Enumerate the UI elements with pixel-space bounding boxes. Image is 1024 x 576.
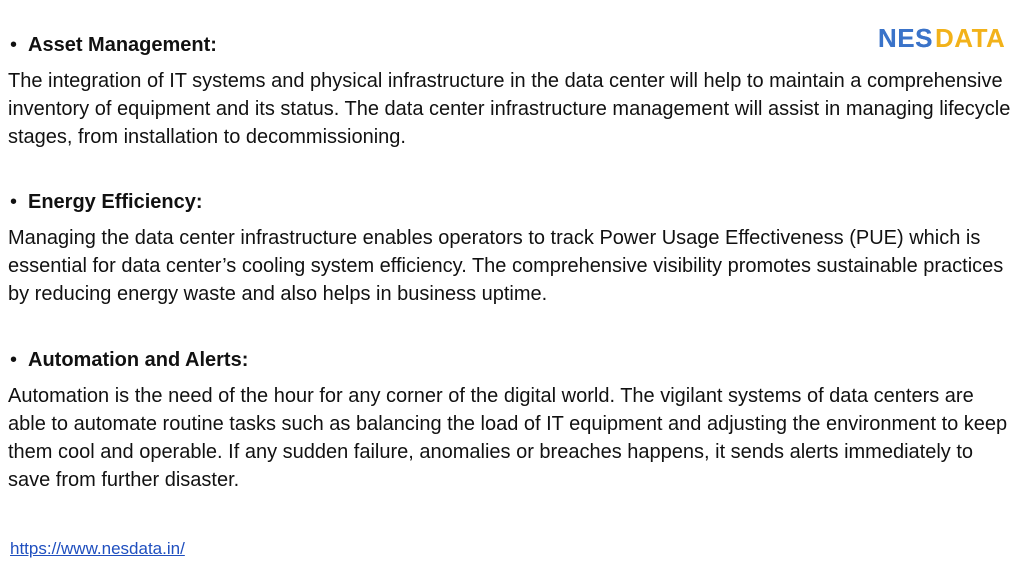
section-heading-automation-alerts bbox=[10, 346, 1016, 374]
brand-logo-nes: NES bbox=[878, 23, 933, 53]
bullet-icon: • bbox=[10, 191, 18, 213]
section-text-asset-management: The integration of IT systems and physical infrastructure in the data center will help to maintain a comprehensive inventory of equipment and its status. The data center infrastructure management will assist in managing lifecycle stages, from installation to decommissioning. bbox=[8, 70, 1011, 148]
section-spacer bbox=[8, 151, 1016, 188]
section-title: Energy Efficiency: bbox=[28, 191, 203, 213]
bullet-icon: • bbox=[10, 349, 18, 371]
brand-logo-data: DATA bbox=[934, 23, 1006, 53]
section-spacer bbox=[8, 308, 1016, 346]
website-link[interactable]: https://www.nesdata.in/ bbox=[10, 539, 185, 558]
document-body bbox=[8, 31, 1016, 494]
section-title: Asset Management: bbox=[28, 34, 217, 56]
section-title: Automation and Alerts: bbox=[28, 349, 249, 371]
section-heading-energy-efficiency bbox=[10, 188, 1016, 216]
section-heading-asset-management bbox=[10, 31, 1016, 59]
bullet-icon: • bbox=[10, 34, 18, 56]
section-text-automation-alerts: Automation is the need of the hour for any corner of the digital world. The vigilant systems of data centers are able to automate routine tasks such as balancing the load of IT equipment and adjusting the environment to keep them cool and operable. If any sudden failure, anomalies or breaches happens, it sends alerts immediately to save from further disaster. bbox=[8, 385, 1008, 491]
section-text-energy-efficiency: Managing the data center infrastructure enables operators to track Power Usage Effectiveness (PUE) which is essential for data center’s cooling system efficiency. The comprehensive visibility promotes sustainable practices by reducing energy waste and also helps in business uptime. bbox=[8, 227, 1004, 305]
